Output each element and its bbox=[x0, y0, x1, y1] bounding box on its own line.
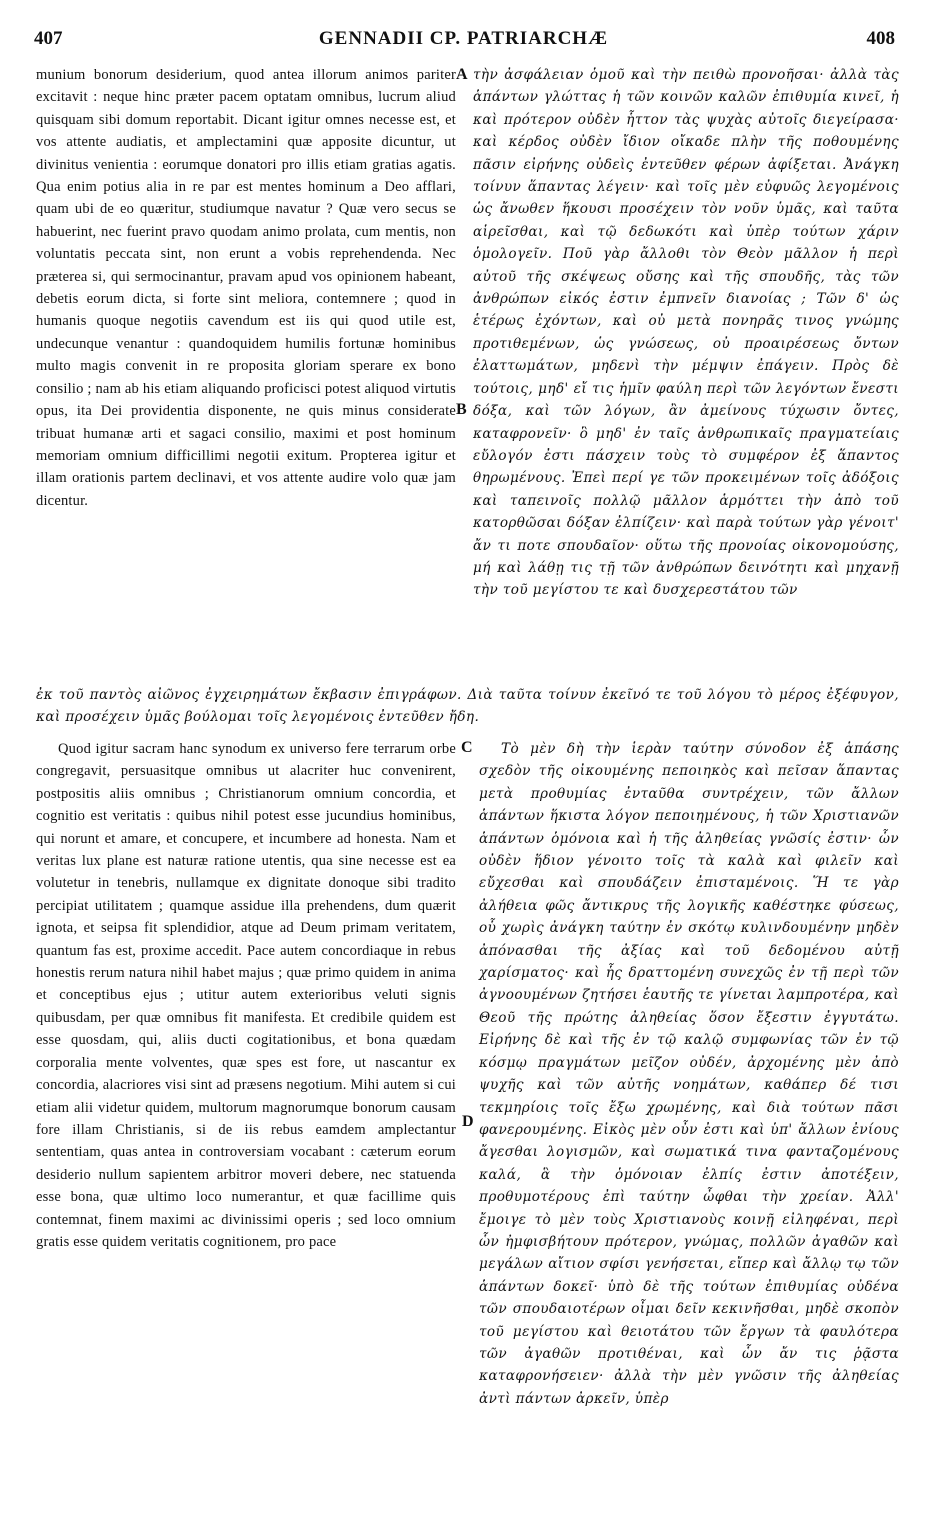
section-marker-d: D bbox=[462, 1113, 474, 1130]
latin-paragraph-1: munium bonorum desiderium, quod antea illorum animos pariter excitavit : neque hinc præter pacem optatam omnibus, lucrum aliud quisquam sibi domum reportabit. Dicant igitur omnes necesse est, et vos attente audiatis, et amplectamini quæ apposite dicuntur, ut divinitus venientia : eorumque donatori pro illis etiam gratias agatis. Qua enim potius alia in re par est mentes hominum a Deo afflari, quam ubi de eo quæritur, studiumque navatur ? Quæ vero secus se habuerint, nec fuerint pravo quodam animo prolata, cum mentis, non voluntatis peccata sint, non erunt a vobis reprehendenda. Nec præterea si, qui sermocinantur, pravam apud vos opinionem habeant, debetis eorum dicta, si forte sint meliora, contemnere ; quod in humanis quoque negotiis cavendum est iis qui quod utile est, undecunque venantur : quandoquidem humilis fortunæ hominibus multo magis convenit in re proposita gloriam sperare ex bono consilio ; nam ab his etiam aliquando proficisci potest aliquod virtutis opus, ita Dei providentia disponente, ne quis minus considerate tribuat humanæ arti et sagaci consilio, maximi et post hominum memoriam omnium difficillimi negotii exitum. Propterea igitur et illam orationis partem declinavi, et vos attente audire volo quæ jam dicentur. bbox=[36, 67, 456, 509]
greek-column-upper bbox=[473, 64, 899, 602]
greek-bridge-line: ἐκ τοῦ παντὸς αἰῶνος ἐγχειρημάτων ἔκβασιν ἐπιγράφων. Διὰ ταῦτα τοίνυν ἐκεῖνό τε τοῦ λόγου τὸ μέρος ἐξέφυγον, καὶ προσέχειν ὑμᾶς βούλομαι τοῖς λεγομένοις ἐντεῦθεν ἤδη. bbox=[36, 687, 899, 726]
greek-paragraph-1: τὴν ἀσφάλειαν ὁμοῦ καὶ τὴν πειθὼ προνοῆσαι· ἀλλὰ τὰς ἁπάντων γλώττας ἡ τῶν κοινῶν καλῶν ἐπιθυμία κινεῖ, ἡ καὶ πρότερον οὐδὲν ἧττον τὰς ψυχὰς αὐτοῖς διεγείρασα· καὶ κέρδος οὐδὲν ἴδιον οἴκαδε πλὴν τῆς ποθουμένης πᾶσιν εἰρήνης οὐδεὶς ἐντεῦθεν φέρων ἀφίξεται. Ἀνάγκη τοίνυν ἅπαντας λέγειν· καὶ τοῖς μὲν εὐφυῶς λεγομένοις ὡς ἄνωθεν ἥκουσι προσέχειν τὸν νοῦν ὑμᾶς, καὶ ταῦτα αἱρεῖσθαι, καὶ τῷ δεδωκότι καὶ ὑπὲρ τούτων χάριν ὁμολογεῖν. Ποῦ γὰρ ἄλλοθι τὸν Θεὸν μᾶλλον ἡ περὶ αὐτοῦ τῆς σκέψεως οὔσης καὶ τῆς σπουδῆς, τὰς τῶν ἀνθρώπων εἰκός ἐστιν ἐμπνεῖν διανοίας ; Τῶν δ' ὡς ἑτέρως ἐχόντων, καὶ οὐ μετὰ πονηρᾶς τινος γνώμης προτιθεμένων, ὡς γνώσεως, οὐ προαιρέσεως ὄντων ἐλαττωμάτων, μηδενὶ τὴν μέμψιν ἐπάγειν. Πρὸς δὲ τούτοις, μηδ' εἴ τις ἡμῖν φαύλη περὶ τῶν λεγόντων ἔνεστι δόξα, καὶ τῶν λόγων, ἂν ἀμείνους τύχωσιν ὄντες, καταφρονεῖν· ὃ μηδ' ἐν ταῖς ἀνθρωπικαῖς πραγματείαις εὔλογόν ἐστι πάσχειν τοὺς τὸ συμφέρον ἐξ ἅπαντος θηρωμένους. Ἐπεὶ περί γε τῶν προκειμένων τοῖς ἀδόξοις καὶ ταπεινοῖς πολλῷ μᾶλλον ἁρμόττει τὴν ἀπὸ τοῦ κατορθῶσαι δόξαν ἐλπίζειν· καὶ παρὰ τούτων γὰρ γένοιτ' ἄν τι ποτε σπουδαῖον· οὕτω τῆς προνοίας οἰκονομούσης, μή καὶ λάθῃ τις τῇ τῶν ἀνθρώπων δεινότητι καὶ μηχανῇ τὴν τοῦ μεγίστου τε καὶ δυσχερεστάτου τῶν bbox=[473, 67, 899, 599]
page-number-right: 408 bbox=[866, 28, 895, 49]
greek-column-lower bbox=[479, 738, 899, 1410]
latin-column-upper bbox=[36, 64, 456, 512]
running-title: GENNADII CP. PATRIARCHÆ bbox=[318, 28, 609, 49]
section-marker-a: A bbox=[456, 66, 468, 83]
section-marker-c: C bbox=[461, 739, 473, 756]
page-number-left: 407 bbox=[34, 28, 63, 49]
greek-paragraph-2: Τὸ μὲν δὴ τὴν ἱερὰν ταύτην σύνοδον ἐξ ἁπάσης σχεδὸν τῆς οἰκουμένης πεποιηκὸς καὶ πεῖσαν ἅπαντας μετὰ προθυμίας ἐνταῦθα συντρέχειν, τῶν ἄλλων ἁπάντων ἥκιστα λόγον πεποιημένους, ἡ τῶν Χριστιανῶν ἁπάντων ὁμόνοια καὶ ἡ τῆς ἀληθείας γνῶσίς ἐστιν· ὧν οὐδὲν ἥδιον γένοιτο τοῖς τὰ καλὰ καὶ φιλεῖν καὶ εὔχεσθαι καὶ σπουδάζειν ἐπισταμένοις. Ἥ τε γὰρ ἀλήθεια φῶς ἄντικρυς τῆς λογικῆς καθέστηκε φύσεως, οὗ χωρὶς ἀνάγκη ταύτην ἐν σκότῳ κυλινδουμένην μηδὲν ἀπόνασθαι τῆς ἀξίας καὶ τοῦ δεδομένου αὐτῇ χαρίσματος· καὶ ἧς δραττομένη συνεχῶς ἐν τῇ περὶ τῶν ἀγνοουμένων ζητήσει ἑαυτῆς τε γίνεται λαμπροτέρα, καὶ Θεοῦ τῆς πρώτης ἀληθείας ὅσον ἔξεστιν ἐγγυτάτω. Εἰρήνης δὲ καὶ τῆς ἐν τῷ καλῷ συμφωνίας τῶν ἐν τῷ κόσμῳ πραγμάτων μεῖζον οὐδέν, ἀρχομένης μὲν ἀπὸ ψυχῆς καὶ τῶν αὐτῆς νοημάτων, καθάπερ δέ τισι τεκμηρίοις τοῖς ἔξω χρωμένης, καὶ διὰ τούτων πᾶσι φανερουμένης. Εἰκὸς μὲν οὖν ἐστι καὶ ὑπ' ἄλλων ἐνίους ἄγεσθαι λογισμῶν, καὶ σωματικά τινα φανταζομένους καλά, ἃ τὴν ὁμόνοιαν ἐλπίς ἐστιν ἀποτέξειν, προθυμοτέρους ἐπὶ ταύτην ὦφθαι τὴν χρείαν. Ἀλλ' ἔμοιγε τὸ μὲν τοὺς Χριστιανοὺς κοινῇ εἰληφέναι, περὶ ὧν ἠμφισβήτουν πρότερον, γνώμας, πολλῶν ἀγαθῶν καὶ μεγάλων αἴτιον σφίσι γενήσεται, εἴπερ καὶ ἄλλῳ τῳ τῶν ἁπάντων δοκεῖ· ὑπὸ δὲ τῆς τούτων ἐπιθυμίας οὐδένα τῶν σπουδαιοτέρων οἶμαι δεῖν κεκινῆσθαι, μηδὲ σκοπὸν τοῦ μεγίστου καὶ θειοτάτου τῶν ἔργων τὰ φαυλότερα τῶν ἀγαθῶν προτιθέναι, καὶ ὧν ἄν τις ῥᾷστα καταφρονήσειεν· ἀλλὰ τὴν μὲν γνῶσιν τῆς ἀληθείας ἀντὶ πάντων ἀρκεῖν, ὑπὲρ bbox=[479, 741, 899, 1407]
latin-column-lower bbox=[36, 738, 456, 1253]
section-marker-b: B bbox=[456, 401, 467, 418]
latin-paragraph-2: Quod igitur sacram hanc synodum ex universo fere terrarum orbe congregavit, persuasitque omnibus ut alacriter huc convenirent, postpositis aliis omnibus ; Christianorum omnium concordia, et cognitio est veritatis : quibus nihil potest esse jucundius hominibus, qui norunt et amare, et concupere, et incumbere ad honesta. Nam et veritas lux plane est naturæ ratione utentis, qua sine necesse est ea volutetur in tenebris, nullamque ex dignitate donoque sibi tradito percipiat utilitatem ; quamque assidue illa prehendens, dum quærit ignota, et seipsa fit splendidior, atque ad Deum primam veritatem, quantum fas est, proxime accedit. Pace autem concordiaque in rebus honestis rerum natura nihil habet majus ; quæ primo quidem in anima et conceptibus ejus ; utitur autem exterioribus veluti signis quibusdam, per quæ omnibus fit manifesta. Et credibile quidem est esse quosdam, qui, aliis ducti cogitationibus, et bona quædam corporalia mente volventes, quæ spes est fore, ut nascantur ex concordia, alacriores visi sint ad præsens negotium. Mihi autem si cui etiam alii videtur quidem, multorum magnorumque bonorum causam fore illam Christianis, si de iis rebus eamdem amplectantur sententiam, quas antea in controversiam vocabant : cæterum eorum desiderio nullum sapientem arbitror moveri debere, nec statuenda esse bona, quæ ultimo loco numerantur, et quæ facillime quis contemnat, finem maximi ac divinissimi operis ; sed loco omnium gratis esse quidem veritatis cognitionem, pro pace bbox=[36, 741, 456, 1250]
page-header bbox=[30, 28, 897, 58]
